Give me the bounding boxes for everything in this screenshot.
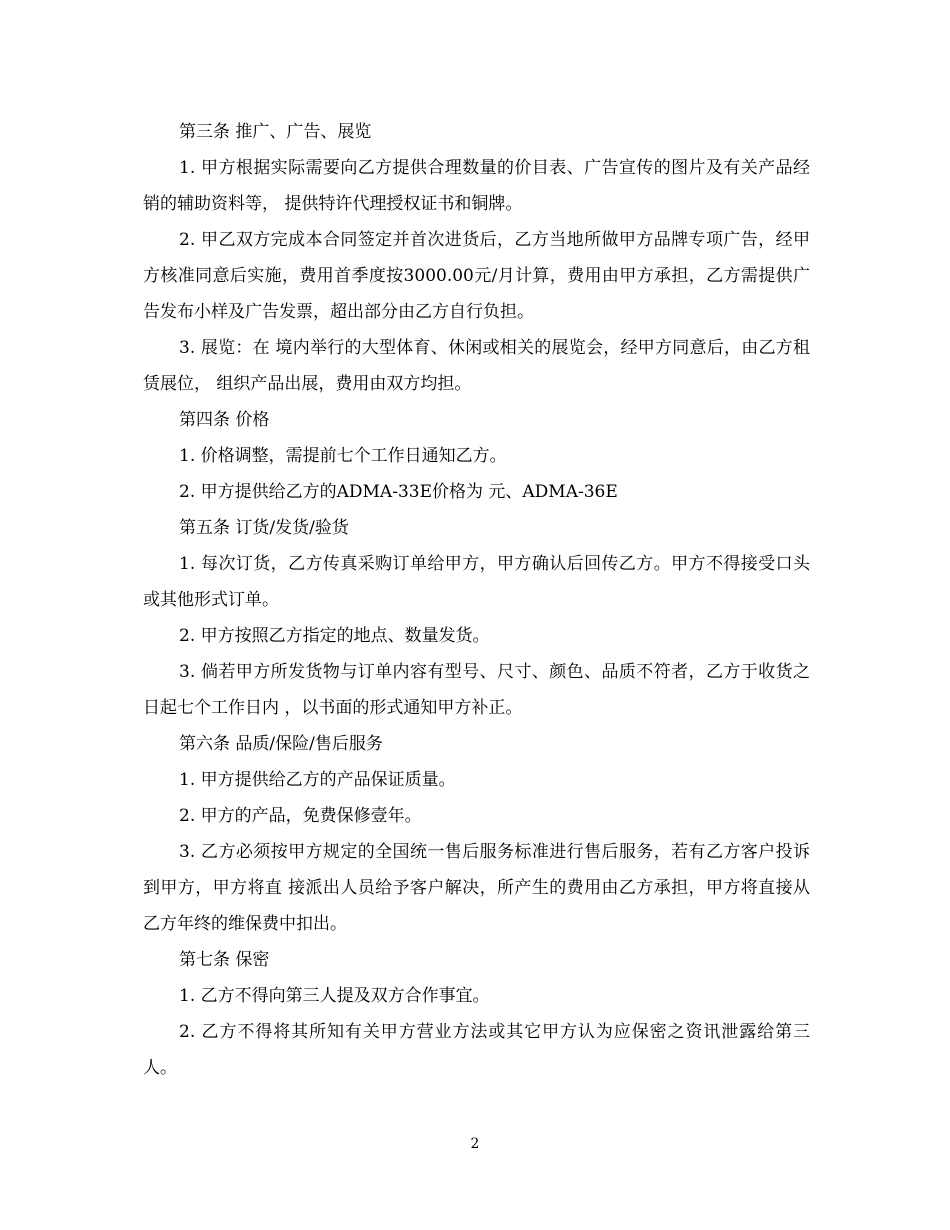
article-5-clause-3: 3. 倘若甲方所发货物与订单内容有型号、尺寸、颜色、品质不符者，乙方于收货之日起七个工作日内 ，以书面的形式通知甲方补正。 bbox=[143, 662, 810, 718]
page-number: 2 bbox=[470, 1136, 480, 1152]
article-6-clause-3: 3. 乙方必须按甲方规定的全国统一售后服务标准进行售后服务，若有乙方客户投诉到甲方，甲方将直 接派出人员给予客户解决，所产生的费用由乙方承担，甲方将直接从乙方年终的维保费中扣出。 bbox=[143, 842, 810, 934]
article-5-heading: 第五条 订货/发货/验货 bbox=[179, 518, 349, 538]
article-3-clause-2: 2. 甲乙双方完成本合同签定并首次进货后，乙方当地所做甲方品牌专项广告，经甲方核准同意后实施，费用首季度按3000.00元/月计算，费用由甲方承担，乙方需提供广告发布小样及广告发票，超出部分由乙方自行负担。 bbox=[143, 230, 810, 322]
article-7-clause-1: 1. 乙方不得向第三人提及双方合作事宜。 bbox=[179, 986, 490, 1006]
article-7-heading: 第七条 保密 bbox=[179, 950, 270, 970]
article-6-heading: 第六条 品质/保险/售后服务 bbox=[179, 734, 383, 754]
article-6-clause-1: 1. 甲方提供给乙方的产品保证质量。 bbox=[179, 770, 456, 790]
article-6-clause-2: 2. 甲方的产品，免费保修壹年。 bbox=[179, 806, 422, 826]
document-body bbox=[143, 114, 810, 1086]
article-3-clause-3: 3. 展览：在 境内举行的大型体育、休闲或相关的展览会，经甲方同意后，由乙方租赁展位， 组织产品出展，费用由双方均担。 bbox=[143, 338, 810, 394]
article-5-clause-2: 2. 甲方按照乙方指定的地点、数量发货。 bbox=[179, 626, 490, 646]
article-4-heading: 第四条 价格 bbox=[179, 410, 270, 430]
article-4-clause-2: 2. 甲方提供给乙方的ADMA-33E价格为 元、ADMA-36E bbox=[179, 482, 618, 502]
article-5-clause-1: 1. 每次订货，乙方传真采购订单给甲方，甲方确认后回传乙方。甲方不得接受口头或其他形式订单。 bbox=[143, 554, 810, 610]
article-3-heading: 第三条 推广、广告、展览 bbox=[179, 122, 372, 142]
article-3-clause-1: 1. 甲方根据实际需要向乙方提供合理数量的价目表、广告宣传的图片及有关产品经销的辅助资料等， 提供特许代理授权证书和铜牌。 bbox=[143, 158, 810, 214]
article-4-clause-1: 1. 价格调整，需提前七个工作日通知乙方。 bbox=[179, 446, 507, 466]
article-7-clause-2: 2. 乙方不得将其所知有关甲方营业方法或其它甲方认为应保密之资讯泄露给第三人。 bbox=[143, 1022, 810, 1078]
